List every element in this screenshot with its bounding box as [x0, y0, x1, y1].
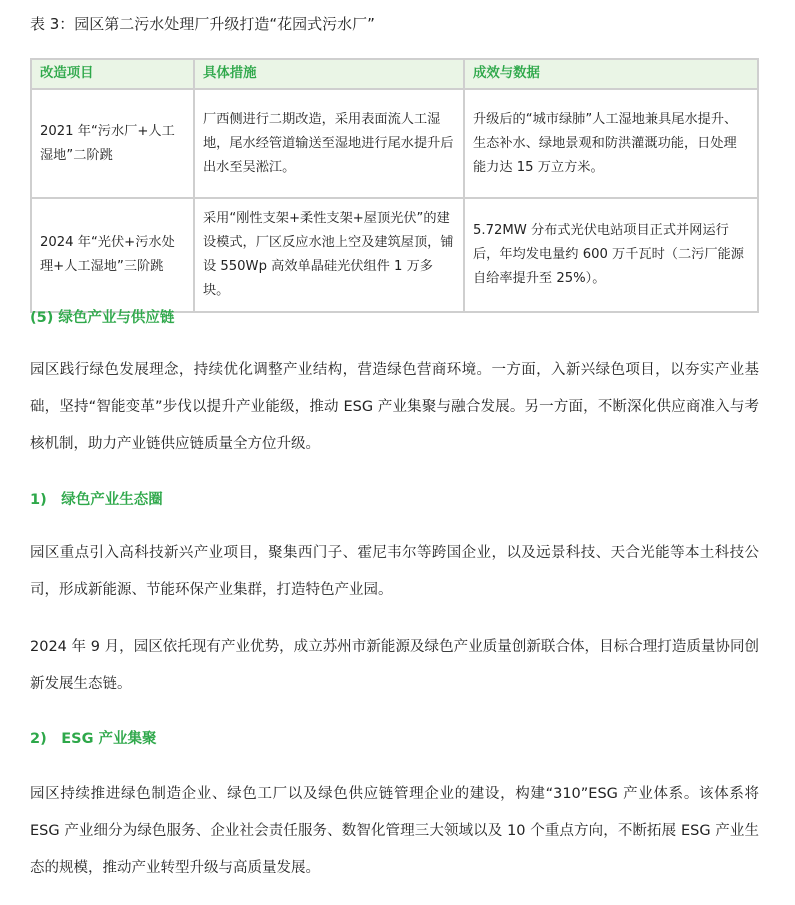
subsection-heading-ecosystem: 1) 绿色产业生态圈 [30, 492, 163, 508]
table-cell-project: 2021 年“污水厂+人工湿地”二阶跳 [31, 89, 194, 198]
table-row [31, 198, 758, 312]
paragraph-ecosystem-2: 2024 年 9 月，园区依托现有产业优势，成立苏州市新能源及绿色产业质量创新联合体，目标合理打造质量协同创新发展生态链。 [30, 639, 759, 692]
upgrade-table [30, 58, 759, 313]
table-cell-results: 升级后的“城市绿肺”人工湿地兼具尾水提升、生态补水、绿地景观和防洪灌溉功能，日处理能力达 15 万立方米。 [464, 89, 758, 198]
table-cell-measures: 厂西侧进行二期改造，采用表面流人工湿地，尾水经管道输送至湿地进行尾水提升后出水至吴淞江。 [194, 89, 464, 198]
section-heading-green-industry: (5) 绿色产业与供应链 [30, 310, 175, 326]
table-cell-results: 5.72MW 分布式光伏电站项目正式并网运行后，年均发电量约 600 万千瓦时（二污厂能源自给率提升至 25%）。 [464, 198, 758, 312]
paragraph-green-industry: 园区践行绿色发展理念，持续优化调整产业结构，营造绿色营商环境。一方面，入新兴绿色项目，以夯实产业基础，坚持“智能变革”步伐以提升产业能级，推动 ESG 产业集聚与融合发展。另一方面，不断深化供应商准入与考核机制，助力产业链供应链质量全方位升级。 [30, 362, 759, 452]
table-header-row [31, 59, 758, 89]
table-cell-project: 2024 年“光伏+污水处理+人工湿地”三阶跳 [31, 198, 194, 312]
column-header-measures: 具体措施 [194, 59, 464, 89]
subsection-heading-esg: 2) ESG 产业集聚 [30, 731, 157, 747]
column-header-project: 改造项目 [31, 59, 194, 89]
paragraph-ecosystem-1: 园区重点引入高科技新兴产业项目，聚集西门子、霍尼韦尔等跨国企业，以及远景科技、天合光能等本土科技公司，形成新能源、节能环保产业集群，打造特色产业园。 [30, 545, 759, 598]
table-caption: 表 3：园区第二污水处理厂升级打造“花园式污水厂” [30, 15, 375, 33]
table-cell-measures: 采用“刚性支架+柔性支架+屋顶光伏”的建设模式，厂区反应水池上空及建筑屋顶，铺设 550Wp 高效单晶硅光伏组件 1 万多块。 [194, 198, 464, 312]
paragraph-esg: 园区持续推进绿色制造企业、绿色工厂以及绿色供应链管理企业的建设，构建“310”ESG 产业体系。该体系将 ESG 产业细分为绿色服务、企业社会责任服务、数智化管理三大领域以及 10 个重点方向，不断拓展 ESG 产业生态的规模，推动产业转型升级与高质量发展。 [30, 786, 759, 876]
table-row [31, 89, 758, 198]
column-header-results: 成效与数据 [464, 59, 758, 89]
